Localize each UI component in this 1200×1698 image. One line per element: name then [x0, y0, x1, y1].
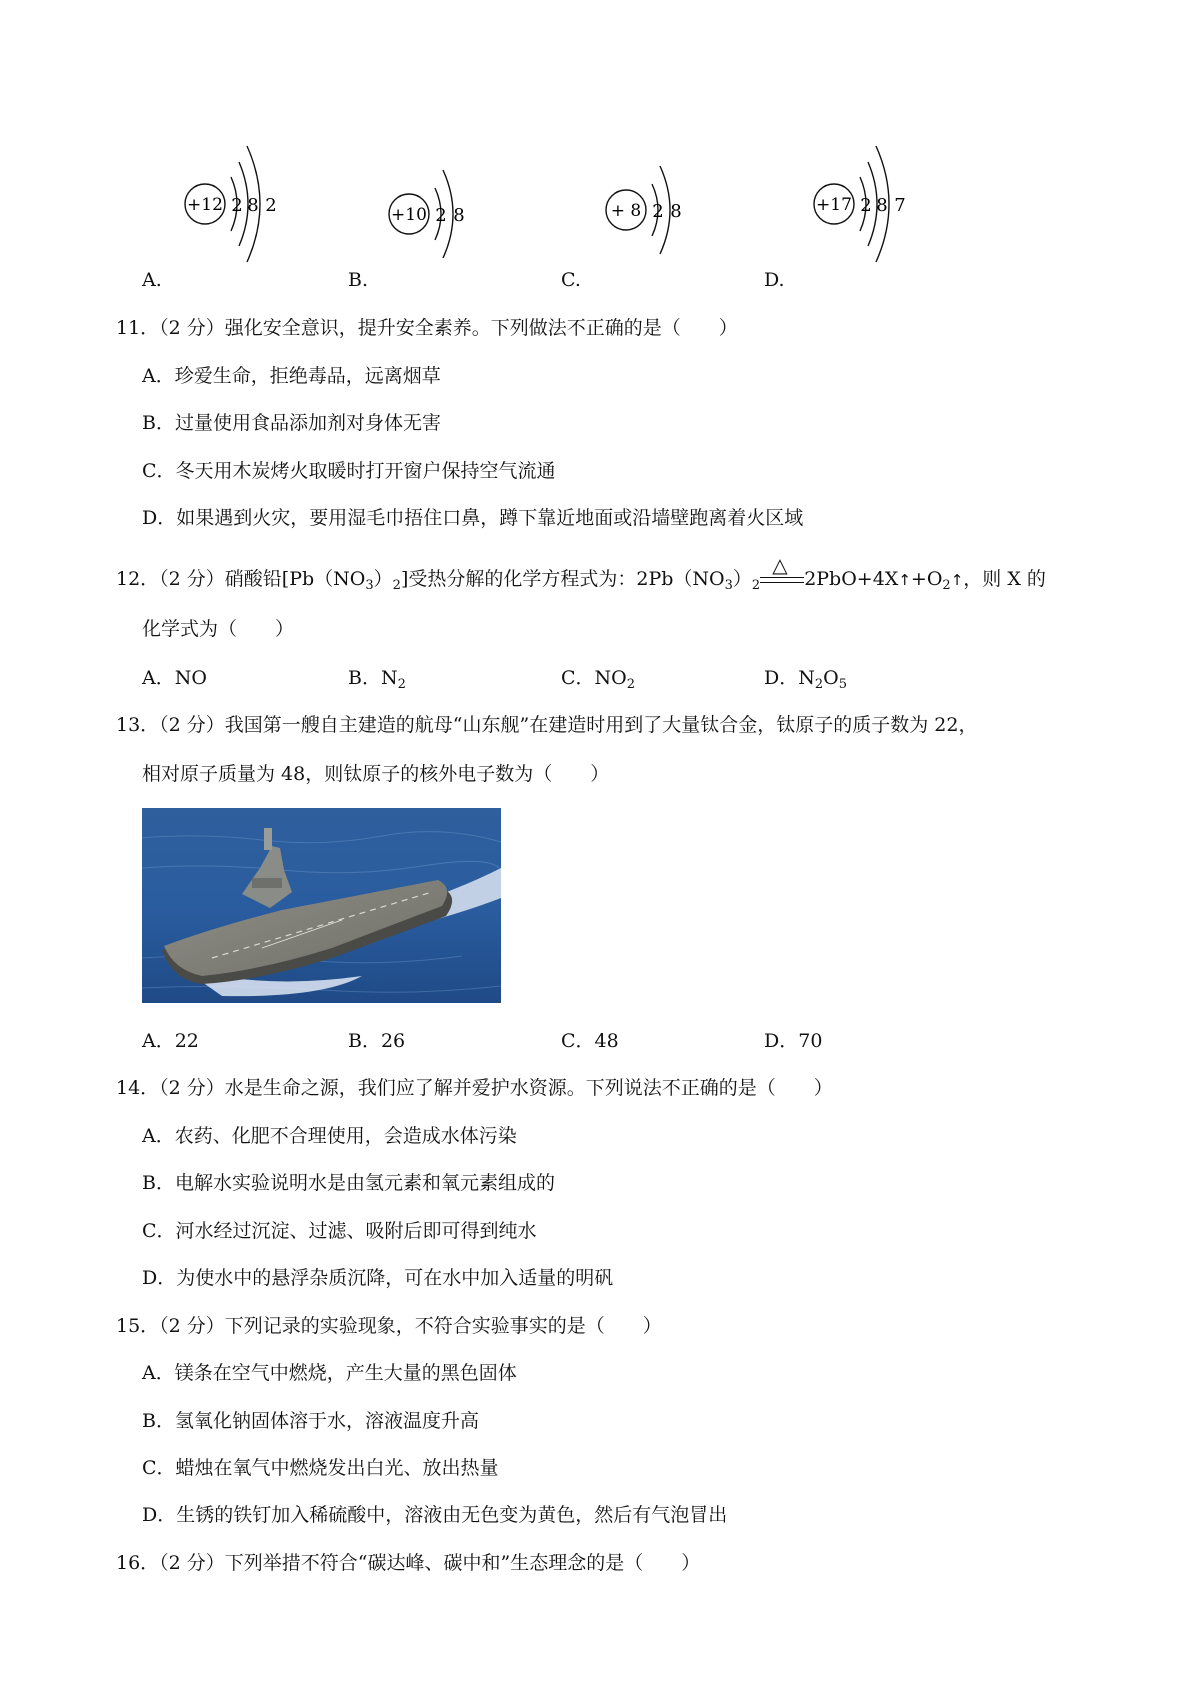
svg-text:2: 2 [652, 201, 664, 222]
q13-option-a: A．22 [142, 1030, 199, 1052]
svg-text:+ 8: + 8 [610, 201, 642, 221]
atom-diagram-a [183, 132, 293, 272]
q14-option-c: C．河水经过沉淀、过滤、吸附后即可得到纯水 [142, 1220, 537, 1242]
atom-diagram-d [812, 132, 922, 272]
q13-stem-line1: 13．（2 分）我国第一艘自主建造的航母“山东舰”在建造时用到了大量钛合金，钛原子的质子数为 22， [116, 714, 978, 736]
q12-stem-line1: 12．（2 分）硝酸铅$[Pb(NO_3)_2]$受热分解的化学方程式为：$2Pb(NO_3)_2$ △ $2PbO+4X↑+O_2↑$，则 X 的 [116, 553, 1046, 593]
q13-option-b: B．26 [348, 1030, 406, 1052]
svg-text:+10: +10 [391, 205, 427, 225]
svg-text:2: 2 [231, 195, 243, 216]
svg-text:8: 8 [247, 195, 259, 216]
q11-stem: 11．（2 分）强化安全意识，提升安全素养。下列做法不正确的是（ ） [116, 317, 738, 339]
atom-diagram-c [604, 154, 694, 264]
svg-text:8: 8 [876, 195, 888, 216]
q15-stem: 15．（2 分）下列记录的实验现象，不符合实验事实的是（ ） [116, 1315, 662, 1337]
delta-symbol: △ [772, 553, 788, 577]
svg-text:7: 7 [894, 195, 906, 216]
svg-text:+12: +12 [187, 195, 223, 215]
q13-stem-line2: 相对原子质量为 48，则钛原子的核外电子数为（ ） [142, 763, 610, 785]
gas-arrow-icon: ↑ [950, 571, 964, 589]
svg-text:+17: +17 [816, 195, 852, 215]
gas-arrow-icon: ↑ [898, 571, 911, 589]
q15-option-b: B．氢氧化钠固体溶于水，溶液温度升高 [142, 1410, 479, 1432]
atom-diagram-b [387, 158, 477, 268]
q15-option-c: C．蜡烛在氧气中燃烧发出白光、放出热量 [142, 1457, 499, 1479]
q11-option-d: D．如果遇到火灾，要用湿毛巾捂住口鼻，蹲下靠近地面或沿墙壁跑离着火区域 [142, 507, 804, 529]
svg-text:8: 8 [453, 205, 465, 226]
q10-option-a-label: A. [142, 269, 162, 291]
q16-stem: 16．（2 分）下列举措不符合“碳达峰、碳中和”生态理念的是（ ） [116, 1552, 701, 1574]
equation-double-line [760, 577, 804, 583]
q10-option-c-label: C. [561, 269, 581, 291]
q11-option-a: A．珍爱生命，拒绝毒品，远离烟草 [142, 365, 441, 387]
q12-option-c: C．$NO_2$ [561, 667, 636, 692]
svg-text:2: 2 [435, 205, 447, 226]
q10-option-d-label: D. [764, 269, 785, 291]
heat-condition [760, 553, 804, 591]
q13-option-d: D．70 [764, 1030, 823, 1052]
q13-option-c: C．48 [561, 1030, 619, 1052]
q12-option-d: D．$N_2O_5$ [764, 667, 847, 692]
q12-stem-line2: 化学式为（ ） [142, 618, 295, 640]
q15-option-d: D．生锈的铁钉加入稀硫酸中，溶液由无色变为黄色，然后有气泡冒出 [142, 1504, 728, 1526]
q11-option-b: B．过量使用食品添加剂对身体无害 [142, 412, 441, 434]
q11-option-c: C．冬天用木炭烤火取暖时打开窗户保持空气流通 [142, 460, 556, 482]
aircraft-carrier-image [142, 808, 501, 1003]
q15-option-a: A．镁条在空气中燃烧，产生大量的黑色固体 [142, 1362, 517, 1384]
svg-text:2: 2 [860, 195, 872, 216]
svg-text:8: 8 [670, 201, 682, 222]
q10-option-b-label: B. [348, 269, 369, 291]
q12-option-a: A．NO [142, 667, 207, 689]
q12-option-b: B．$N_2$ [348, 667, 406, 692]
q14-option-b: B．电解水实验说明水是由氢元素和氧元素组成的 [142, 1172, 555, 1194]
q14-option-d: D．为使水中的悬浮杂质沉降，可在水中加入适量的明矾 [142, 1267, 614, 1289]
q14-stem: 14．（2 分）水是生命之源，我们应了解并爱护水资源。下列说法不正确的是（ ） [116, 1077, 833, 1099]
svg-text:2: 2 [265, 195, 277, 216]
q14-option-a: A．农药、化肥不合理使用，会造成水体污染 [142, 1125, 517, 1147]
